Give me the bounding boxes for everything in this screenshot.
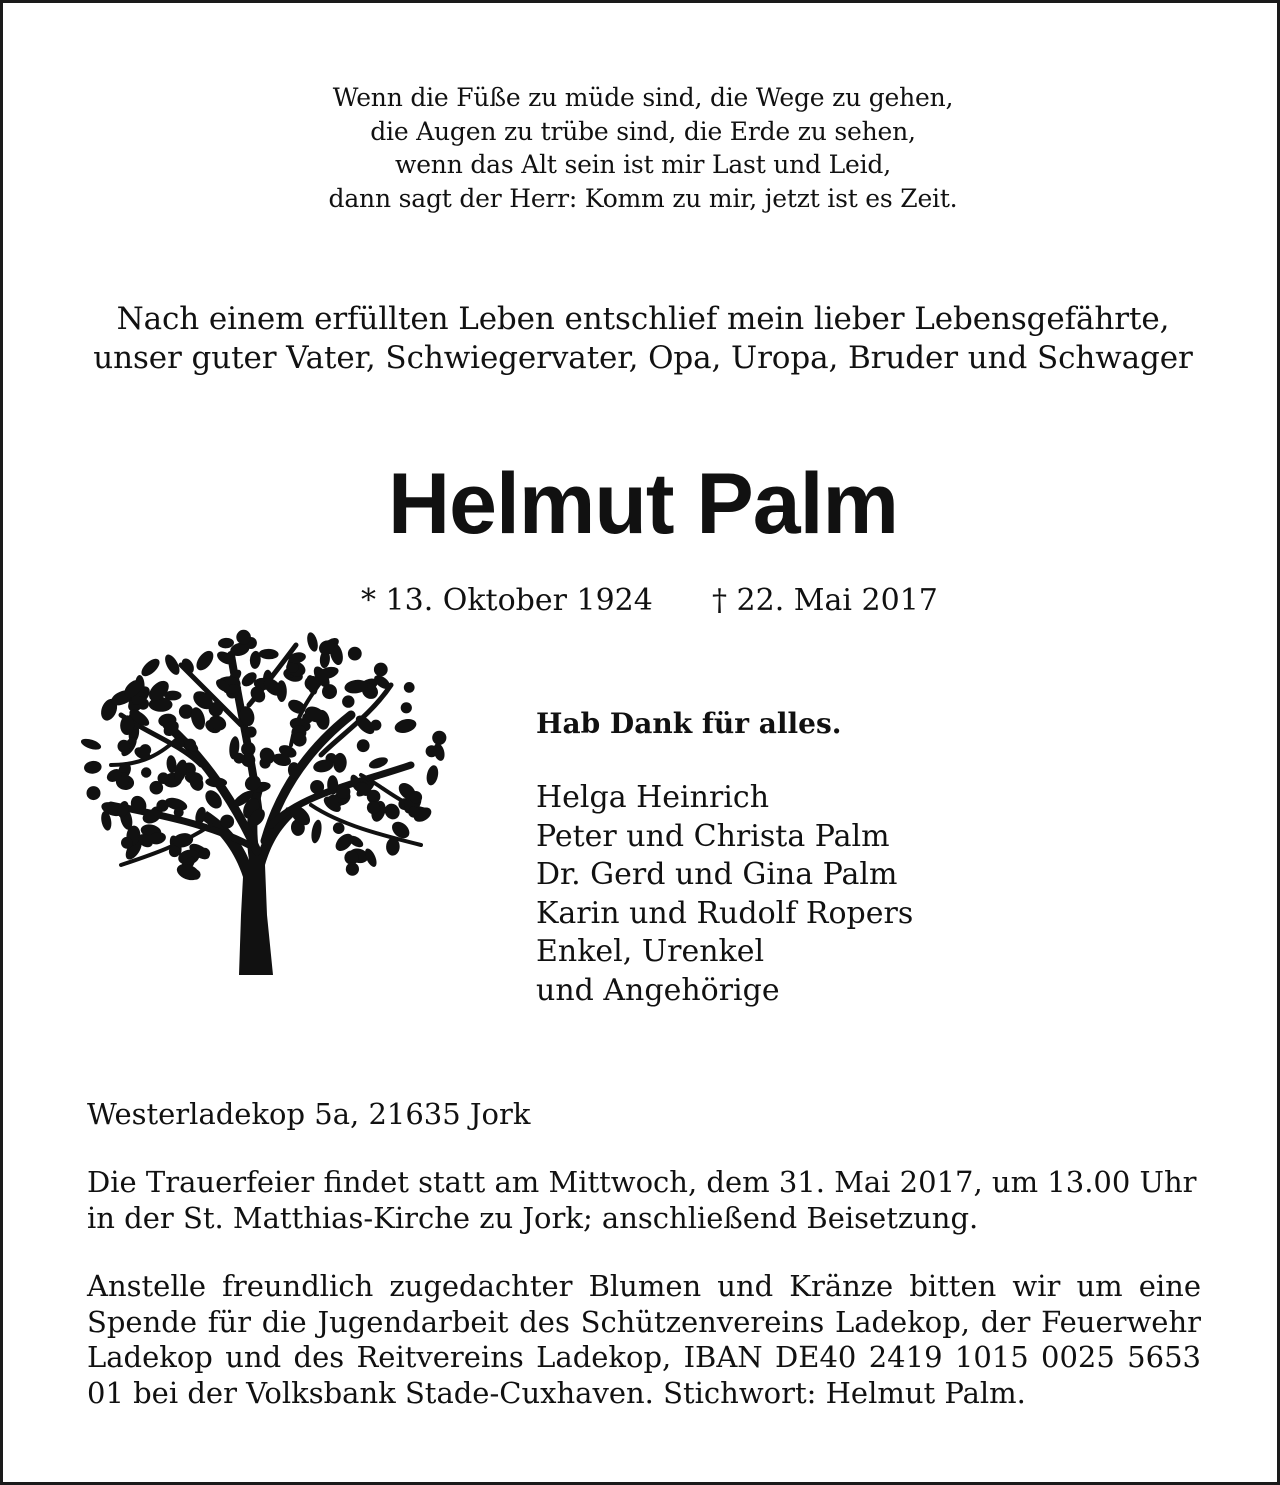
poem-line: dann sagt der Herr: Komm zu mir, jetzt ist es Zeit. [328,183,958,213]
intro-line: unser guter Vater, Schwiegervater, Opa, Uropa, Bruder und Schwager [93,340,1193,376]
mourner: und Angehörige [536,972,780,1008]
poem-line: wenn das Alt sein ist mir Last und Leid, [395,150,891,179]
mourner: Peter und Christa Palm [536,818,890,854]
mourners-list [536,779,913,1010]
tree-icon [81,615,456,983]
mourner: Karin und Rudolf Ropers [536,895,914,931]
poem-line: die Augen zu trübe sind, die Erde zu sehen, [370,116,916,146]
intro-text [3,300,1280,378]
thanks-line: Hab Dank für alles. [536,707,842,740]
address: Westerladekop 5a, 21635 Jork [87,1097,531,1131]
poem [3,81,1280,215]
death-date: † 22. Mai 2017 [712,583,938,618]
poem-line: Wenn die Füße zu müde sind, die Wege zu gehen, [332,83,954,112]
donation-note: Anstelle freundlich zugedachter Blumen und Kränze bitten wir um eine Spende für die Jugendarbeit des Schützenvereins Ladekop, der Feuerwehr Ladekop und des Reitvereins Ladekop, IBAN DE40 2419 1015 0025 5653 01 bei der Volksbank Stade-Cuxhaven. Stichwort: Helmut Palm. [87,1269,1201,1410]
mourner: Dr. Gerd und Gina Palm [536,857,898,892]
mourner: Enkel, Urenkel [536,934,765,969]
intro-line: Nach einem erfüllten Leben entschlief mein lieber Lebensgefährte, [116,301,1170,337]
mourner: Helga Heinrich [536,780,770,815]
birth-date: * 13. Oktober 1924 [361,583,653,618]
deceased-name: Helmut Palm [388,456,898,552]
ceremony-info: Die Trauerfeier findet statt am Mittwoch, dem 31. Mai 2017, um 13.00 Uhr in der St. Matthias-Kirche zu Jork; anschließend Beisetzung. [87,1165,1197,1235]
